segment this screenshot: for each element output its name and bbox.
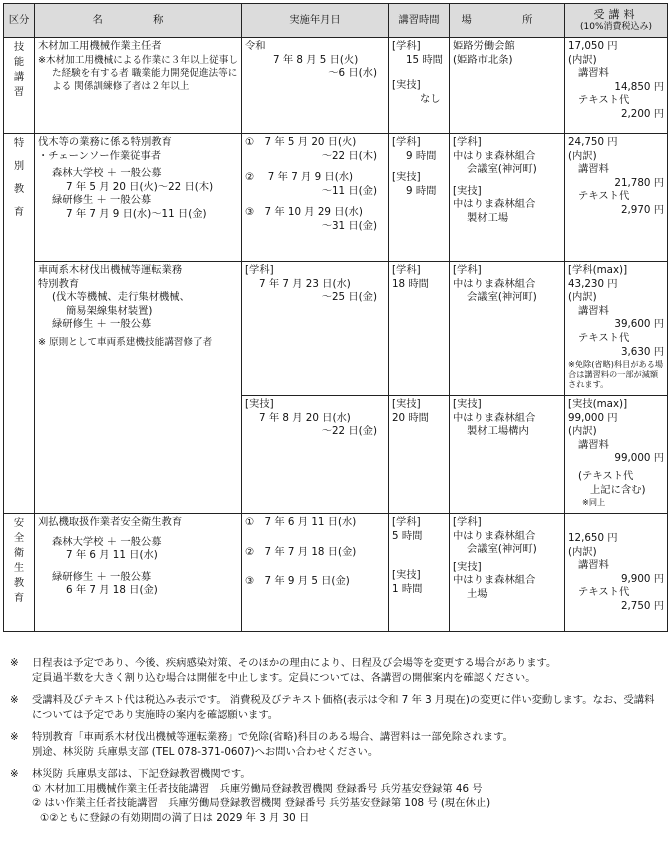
date-text: ② 7 年 7 月 9 日(水) [245,171,354,184]
course-date-cell [242,134,389,262]
category-char: 別 [13,160,25,172]
header-fee [565,4,668,38]
fee-text: [実技(max)] [568,398,628,410]
hours-text: [学科] [392,264,421,276]
fee-text: 99,000 円 [568,411,618,424]
note-mark: ※ [10,694,19,706]
course-requirement-note: ※ 原則として車両系建機技能講習修了者 [38,336,213,348]
category-char: 生 [13,562,25,574]
date-text: ～6 日(水) [328,67,377,80]
fee-text: 43,230 円 [568,277,618,290]
course-requirement-note: ※木材加工用機械による作業に３年以上従事した経験を有する者 職業能力開発促進法等による 関係訓練修了者は２年以上 [38,54,238,92]
date-text: ③ 7 年 9 月 5 日(金) [245,575,350,588]
course-subname: (伐木等機械、走行集材機械、 [52,291,190,304]
category-char: 全 [13,532,25,544]
course-group: 緑研修生 ＋ 一般公募 [52,318,152,331]
fee-text: 14,850 円 [614,80,664,93]
course-name: 木材加工用機械作業主任者 [38,40,162,52]
fee-text: (内訳) [568,425,597,438]
hours-text: 5 時間 [392,529,423,542]
place-text: 土場 [467,587,488,600]
place-text: 中はりま森林組合 [453,529,536,542]
course-group-date: 7 年 7 月 9 日(水)～11 日(金) [66,207,207,220]
fee-text: テキスト代 [578,586,630,599]
date-text: ～31 日(金) [321,219,377,232]
date-text: 令和 [245,40,266,52]
fee-text: [学科(max)] [568,264,628,276]
fee-text: 2,750 円 [620,599,664,612]
fee-text: (内訳) [568,291,597,304]
note-item [10,693,664,722]
category-char: 衛 [13,547,25,559]
header-hours: 講習時間 [389,4,450,38]
category-char: 育 [13,592,25,604]
course-fee-cell [565,134,668,262]
course-subname: 簡易架線集材装置) [66,304,153,317]
category-char: 習 [13,86,25,98]
hours-text: [学科] [392,516,421,528]
fee-text: 17,050 円 [568,40,618,52]
note-text: ① 木材加工用機械作業主任者技能講習 兵庫労働局登録教習機関 登録番号 兵労基安登録第 46 号 [32,782,483,795]
note-text: ①②ともに登録の有効期間の満了日は 2029 年 3 月 30 日 [40,811,310,824]
fee-text: 39,600 円 [614,318,664,331]
place-text: 会議室(神河町) [467,163,537,176]
hours-text: 15 時間 [406,53,443,66]
fee-note: ※免除(省略)科目がある場合は講習料の一部が減額されます。 [568,359,664,390]
date-text: ～22 日(金) [321,425,377,438]
course-hours-cell [389,38,450,134]
category-char: 教 [13,183,25,195]
hours-text: [実技] [392,171,421,184]
place-text: [実技] [453,560,482,573]
fee-text: 講習料 [578,163,609,176]
header-date: 実施年月日 [242,4,389,38]
course-group: 緑研修生 ＋ 一般公募 [52,570,152,583]
note-item [10,767,664,825]
category-gino [4,38,35,134]
table-row [4,514,668,632]
hours-text: [実技] [392,569,421,582]
hours-text: 9 時間 [406,149,437,162]
hours-text: 9 時間 [406,184,437,197]
note-text: 別途、林災防 兵庫県支部 (TEL 078-371-0607)へお問い合わせください。 [32,745,379,758]
place-text: [実技] [453,398,482,410]
date-text: ① 7 年 5 月 20 日(火) [245,136,357,148]
date-text: ② 7 年 7 月 18 日(金) [245,545,357,558]
note-text: 林災防 兵庫県支部は、下記登録教習機関です。 [32,768,251,780]
place-text: (姫路市北条) [453,53,513,66]
course-place-cell [450,514,565,632]
course-fee-cell [565,262,668,396]
course-date-cell [242,396,389,514]
note-mark: ※ [10,731,19,743]
schedule-table [3,3,668,632]
header-fee-title: 受講料 [593,8,639,22]
fee-text: 24,750 円 [568,136,618,148]
course-hours-cell [389,262,450,396]
hours-text: [実技] [392,79,421,92]
fee-text: テキスト代 [578,94,630,107]
fee-text: 21,780 円 [614,176,664,189]
date-text: 7 年 7 月 23 日(水) [259,277,351,290]
fee-text: (内訳) [568,149,597,162]
place-text: 姫路労働会館 [453,40,515,52]
category-char: 育 [13,206,25,218]
hours-text: [実技] [392,398,421,410]
course-name-cell [35,514,242,632]
hours-text: 1 時間 [392,582,423,595]
note-mark: ※ [10,768,19,780]
table-row [4,134,668,262]
date-text: ～11 日(金) [321,184,377,197]
note-text: 日程表は予定であり、今後、疾病感染対策、そのほかの理由により、日程及び会場等を変更する場合があります。 [32,657,557,669]
fee-text: 9,900 円 [620,572,664,585]
course-group: 森林大学校 ＋ 一般公募 [52,535,162,548]
category-char: 能 [13,56,25,68]
hours-text: 20 時間 [392,411,429,424]
course-fee-cell [565,396,668,514]
course-name-cell [35,262,242,514]
course-hours-cell [389,514,450,632]
place-text: 中はりま森林組合 [453,277,536,290]
header-name [35,4,242,38]
course-fee-cell [565,514,668,632]
fee-text: 2,200 円 [620,107,664,120]
note-text: 受講料及びテキスト代は税込み表示です。 消費税及びテキスト価格(表示は令和 7 年 3 月現在)の変更に伴い変動します。なお、受講料については予定であり実施時の案内を確認願います。 [32,694,655,721]
date-text: 7 年 8 月 20 日(水) [259,411,351,424]
header-place [450,4,565,38]
course-hours-cell [389,396,450,514]
course-date-cell [242,514,389,632]
course-name: 刈払機取扱作業者安全衛生教育 [38,516,183,528]
place-text: 中はりま森林組合 [453,411,536,424]
category-char: 技 [13,41,25,53]
course-date-cell [242,38,389,134]
course-name: 伐木等の業務に係る特別教育 [38,136,172,148]
place-text: [実技] [453,184,482,197]
fee-text: テキスト代 [578,190,630,203]
fee-text: 講習料 [578,304,609,317]
hours-text: 18 時間 [392,277,429,290]
category-tokubetsu [4,134,35,514]
fee-text: 12,650 円 [568,532,618,544]
header-fee-note: (10%消費税込み) [579,21,653,32]
category-char: 特 [13,137,25,149]
course-place-cell [450,134,565,262]
date-text: ～25 日(金) [321,291,377,304]
notes-section [10,656,664,833]
course-place-cell [450,262,565,396]
hours-text: [学科] [392,136,421,148]
place-text: 会議室(神河町) [467,543,537,556]
course-group-date: 6 年 7 月 18 日(金) [66,584,158,597]
hours-text: [学科] [392,40,421,52]
date-text: ① 7 年 6 月 11 日(水) [245,516,357,528]
place-text: 製材工場 [467,211,509,224]
course-name-cell [35,134,242,262]
header-name-text: 名 称 [92,13,184,26]
table-row [4,38,668,134]
category-char: 教 [13,577,25,589]
fee-text: (テキスト代 [578,469,634,482]
place-text: 会議室(神河町) [467,291,537,304]
fee-text: 3,630 円 [620,345,664,358]
note-item [10,730,664,759]
fee-note: ※同上 [582,497,606,508]
fee-text: 講習料 [578,438,609,451]
fee-text: 99,000 円 [614,452,664,465]
course-group: 緑研修生 ＋ 一般公募 [52,194,152,207]
table-row [4,262,668,396]
date-text: [学科] [245,264,274,276]
fee-text: (内訳) [568,545,597,558]
place-text: [学科] [453,516,482,528]
note-text: ② はい作業主任者技能講習 兵庫労働局登録教習機関 登録番号 兵労基安登録第 108 号 (現在休止) [32,797,491,809]
course-date-cell [242,262,389,396]
date-text: ③ 7 年 10 月 29 日(水) [245,206,363,219]
fee-text: 上記に含む) [590,483,646,496]
course-hours-cell [389,134,450,262]
note-mark: ※ [10,657,19,669]
fee-text: 講習料 [578,559,609,572]
note-item [10,656,664,685]
note-text: 特別教育「車両系木材伐出機械等運転業務」で免除(省略)科目のある場合、講習料は一部免除されます。 [32,731,513,743]
course-group: 森林大学校 ＋ 一般公募 [52,167,162,180]
course-name: 車両系木材伐出機械等運転業務 [38,264,183,276]
category-char: 講 [13,71,25,83]
category-char: 安 [13,517,25,529]
course-name: 特別教育 [38,277,80,290]
place-text: 中はりま森林組合 [453,198,536,211]
course-fee-cell [565,38,668,134]
course-place-cell [450,396,565,514]
fee-text: テキスト代 [578,331,630,344]
course-group-date: 7 年 5 月 20 日(火)～22 日(木) [66,180,214,193]
course-subname: ・チェーンソー作業従事者 [38,149,162,162]
header-place-text: 場 所 [461,13,553,26]
fee-text: (内訳) [568,53,597,66]
place-text: 中はりま森林組合 [453,574,536,587]
course-group-date: 7 年 6 月 11 日(水) [66,549,158,562]
category-anzen [4,514,35,632]
note-text: 定員過半数を大きく割り込む場合は開催を中止します。定員については、各講習の開催案内を確認ください。 [32,671,536,684]
hours-text: なし [420,92,441,105]
fee-text: 講習料 [578,67,609,80]
date-text: 7 年 8 月 5 日(火) [273,53,359,66]
place-text: [学科] [453,264,482,276]
date-text: ～22 日(木) [321,149,377,162]
place-text: 製材工場構内 [467,425,529,438]
fee-text: 2,970 円 [620,203,664,216]
header-row [4,4,668,38]
date-text: [実技] [245,398,274,410]
course-place-cell [450,38,565,134]
header-category: 区分 [4,4,35,38]
course-name-cell [35,38,242,134]
place-text: [学科] [453,136,482,148]
place-text: 中はりま森林組合 [453,149,536,162]
